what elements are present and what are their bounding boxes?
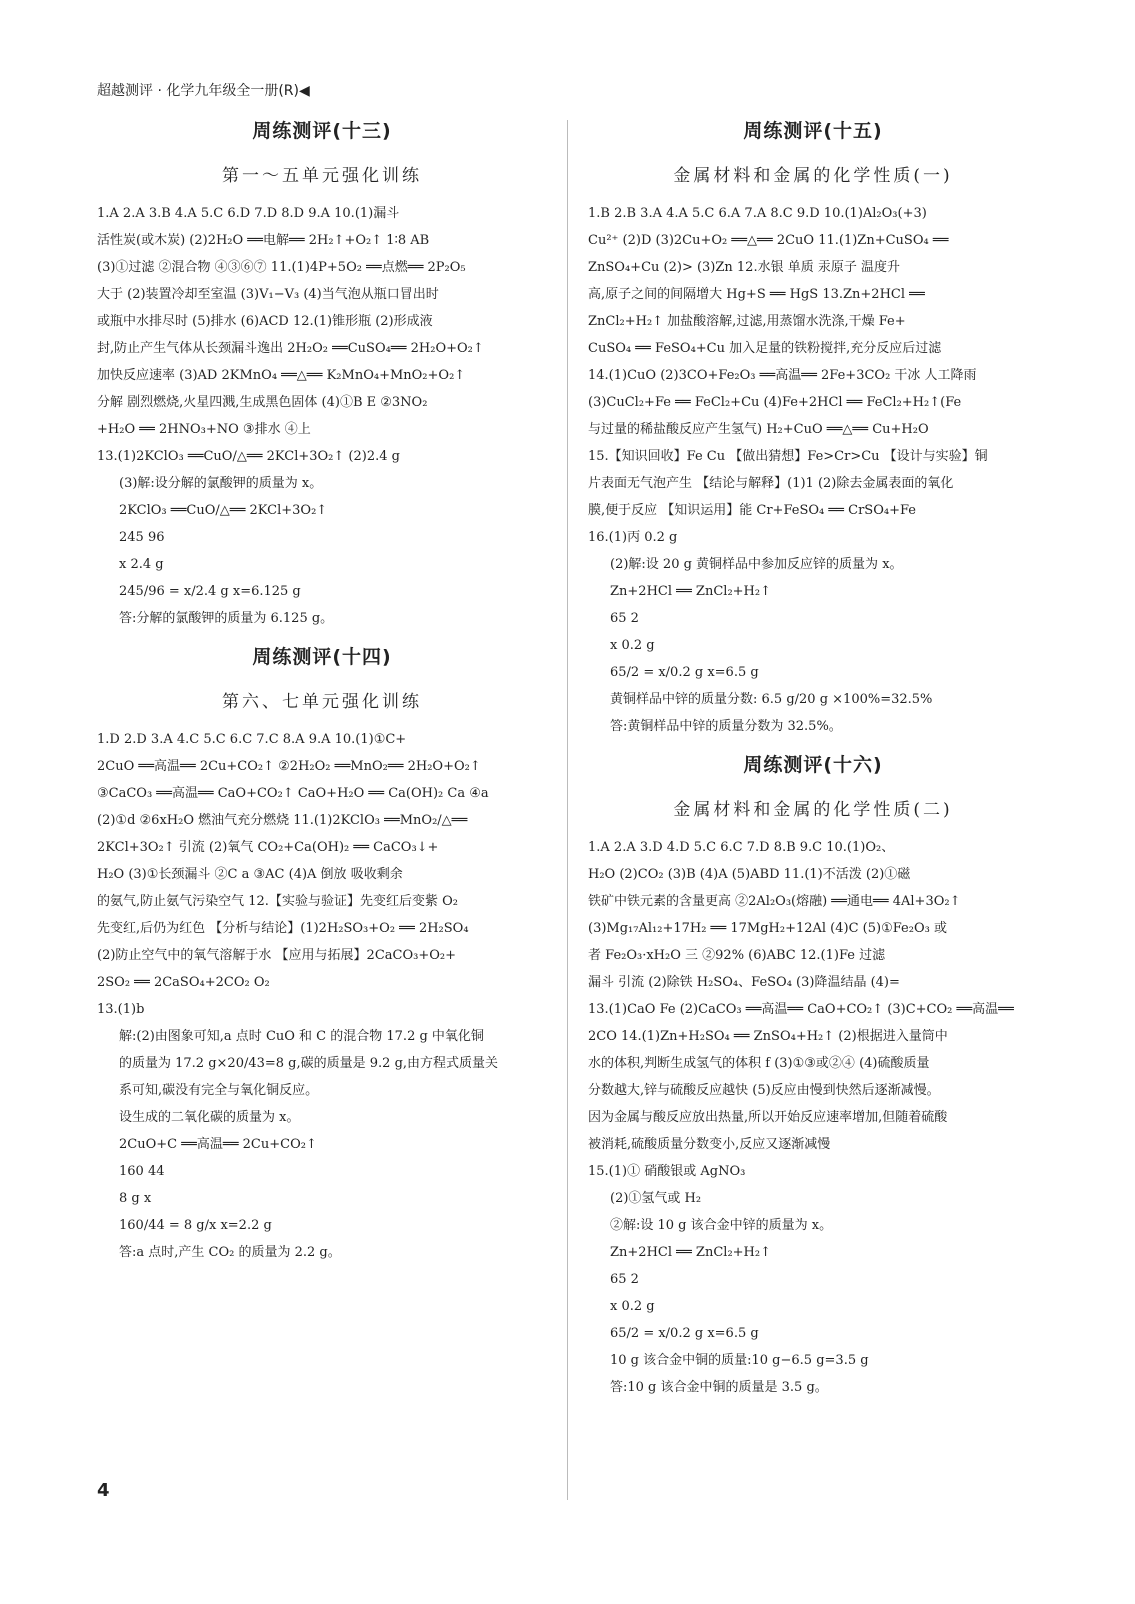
text-line: 10 g 该合金中铜的质量:10 g−6.5 g=3.5 g	[610, 1353, 869, 1368]
text-line: 解:(2)由图象可知,a 点时 CuO 和 C 的混合物 17.2 g 中氧化铜	[119, 1029, 484, 1044]
text-line: 1.A 2.A 3.D 4.D 5.C 6.C 7.D 8.B 9.C 10.(1)O₂、	[588, 840, 895, 855]
text-line: 2CuO+C ══高温══ 2Cu+CO₂↑	[119, 1137, 317, 1152]
text-line: 的质量为 17.2 g×20/43=8 g,碳的质量是 9.2 g,由方程式质量关	[119, 1056, 499, 1071]
text-line: 245/96 = x/2.4 g x=6.125 g	[119, 584, 301, 599]
text-line: +H₂O ══ 2HNO₃+NO ③排水 ④上	[97, 422, 311, 437]
text-line: ③CaCO₃ ══高温══ CaO+CO₂↑ CaO+H₂O ══ Ca(OH)₂ Ca ④a	[97, 786, 489, 801]
text-line: 活性炭(或木炭) (2)2H₂O ══电解══ 2H₂↑+O₂↑ 1∶8 AB	[97, 233, 430, 248]
answer-block-13	[97, 200, 547, 470]
text-line: 2KCl+3O₂↑ 引流 (2)氧气 CO₂+Ca(OH)₂ ══ CaCO₃↓+	[97, 840, 439, 855]
text-line: 14.(1)CuO (2)3CO+Fe₂O₃ ══高温══ 2Fe+3CO₂ 干冰 人工降雨	[588, 368, 977, 383]
solution-block-15	[588, 551, 1038, 740]
text-line: 的氨气,防止氨气污染空气 12.【实验与验证】先变红后变紫 O₂	[97, 894, 458, 909]
text-line: 被消耗,硫酸质量分数变小,反应又逐渐减慢	[588, 1137, 831, 1152]
text-line: 封,防止产生气体从长颈漏斗逸出 2H₂O₂ ══CuSO₄══ 2H₂O+O₂↑	[97, 341, 484, 356]
solution-block-13	[97, 470, 547, 632]
answer-block-14	[97, 726, 547, 1023]
text-line: Zn+2HCl ══ ZnCl₂+H₂↑	[610, 1245, 771, 1260]
text-line: ②解:设 10 g 该合金中锌的质量为 x。	[610, 1218, 833, 1233]
text-line: 或瓶中水排尽时 (5)排水 (6)ACD 12.(1)锥形瓶 (2)形成液	[97, 314, 433, 329]
text-line: 245 96	[119, 530, 165, 545]
text-line: 答:分解的氯酸钾的质量为 6.125 g。	[119, 611, 334, 626]
text-line: 15.【知识回收】Fe Cu 【做出猜想】Fe>Cr>Cu 【设计与实验】铜	[588, 449, 988, 464]
text-line: 漏斗 引流 (2)除铁 H₂SO₄、FeSO₄ (3)降温结晶 (4)=	[588, 975, 900, 990]
text-line: 加快反应速率 (3)AD 2KMnO₄ ══△══ K₂MnO₄+MnO₂+O₂↑	[97, 368, 466, 383]
text-line: 先变红,后仍为红色 【分析与结论】(1)2H₂SO₃+O₂ ══ 2H₂SO₄	[97, 921, 469, 936]
page-header: 超越测评 · 化学九年级全一册(R)◀	[97, 83, 310, 99]
text-line: 160 44	[119, 1164, 165, 1179]
text-line: 65 2	[610, 611, 639, 626]
page-number: 4	[97, 1480, 110, 1501]
answer-block-16	[588, 834, 1038, 1185]
text-line: Zn+2HCl ══ ZnCl₂+H₂↑	[610, 584, 771, 599]
text-line: ZnCl₂+H₂↑ 加盐酸溶解,过滤,用蒸馏水洗涤,干燥 Fe+	[588, 314, 906, 329]
text-line: 65/2 = x/0.2 g x=6.5 g	[610, 1326, 759, 1341]
solution-block-14	[97, 1023, 547, 1266]
text-line: 片表面无气泡产生 【结论与解释】(1)1 (2)除去金属表面的氧化	[588, 476, 954, 491]
section-title-15: 周练测评(十五)	[743, 120, 883, 142]
text-line: H₂O (2)CO₂ (3)B (4)A (5)ABD 11.(1)不活泼 (2)①磁	[588, 867, 911, 882]
text-line: 13.(1)2KClO₃ ══CuO/△══ 2KCl+3O₂↑ (2)2.4 g	[97, 449, 400, 464]
text-line: 与过量的稀盐酸反应产生氢气) H₂+CuO ══△══ Cu+H₂O	[588, 422, 929, 437]
text-line: 2SO₂ ══ 2CaSO₄+2CO₂ O₂	[97, 975, 270, 990]
text-line: 铁矿中铁元素的含量更高 ②2Al₂O₃(熔融) ══通电══ 4Al+3O₂↑	[588, 894, 961, 909]
text-line: CuSO₄ ══ FeSO₄+Cu 加入足量的铁粉搅拌,充分反应后过滤	[588, 341, 942, 356]
text-line: 1.D 2.D 3.A 4.C 5.C 6.C 7.C 8.A 9.A 10.(1)①C+	[97, 732, 407, 747]
section-subtitle-15: 金属材料和金属的化学性质(一)	[673, 166, 953, 186]
text-line: (3)①过滤 ②混合物 ④③⑥⑦ 11.(1)4P+5O₂ ══点燃══ 2P₂O₅	[97, 260, 466, 275]
text-line: x 2.4 g	[119, 557, 164, 572]
section-title-13: 周练测评(十三)	[252, 120, 392, 142]
section-subtitle-13: 第一～五单元强化训练	[222, 166, 422, 186]
text-line: (3)Mg₁₇Al₁₂+17H₂ ══ 17MgH₂+12Al (4)C (5)①Fe₂O₃ 或	[588, 921, 947, 936]
text-line: 13.(1)b	[97, 1002, 145, 1017]
section-subtitle-16: 金属材料和金属的化学性质(二)	[673, 800, 953, 820]
right-column	[588, 110, 1038, 1401]
text-line: x 0.2 g	[610, 1299, 655, 1314]
text-line: (3)CuCl₂+Fe ══ FeCl₂+Cu (4)Fe+2HCl ══ FeCl₂+H₂↑(Fe	[588, 395, 962, 410]
text-line: (2)①d ②6xH₂O 燃油气充分燃烧 11.(1)2KClO₃ ══MnO₂/△══	[97, 813, 468, 828]
text-line: (2)防止空气中的氧气溶解于水 【应用与拓展】2CaCO₃+O₂+	[97, 948, 456, 963]
text-line: 黄铜样品中锌的质量分数: 6.5 g/20 g ×100%=32.5%	[610, 692, 933, 707]
text-line: 15.(1)① 硝酸银或 AgNO₃	[588, 1164, 746, 1179]
text-line: 设生成的二氧化碳的质量为 x。	[119, 1110, 300, 1125]
section-title-14: 周练测评(十四)	[252, 646, 392, 668]
text-line: 答:a 点时,产生 CO₂ 的质量为 2.2 g。	[119, 1245, 341, 1260]
text-line: Cu²⁺ (2)D (3)2Cu+O₂ ══△══ 2CuO 11.(1)Zn+CuSO₄ ══	[588, 233, 949, 248]
text-line: 高,原子之间的间隔增大 Hg+S ══ HgS 13.Zn+2HCl ══	[588, 287, 925, 302]
text-line: ZnSO₄+Cu (2)> (3)Zn 12.水银 单质 汞原子 温度升	[588, 260, 900, 275]
text-line: 系可知,碳没有完全与氧化铜反应。	[119, 1083, 319, 1098]
text-line: 2CO 14.(1)Zn+H₂SO₄ ══ ZnSO₄+H₂↑ (2)根据进入量筒中	[588, 1029, 948, 1044]
text-line: 160/44 = 8 g/x x=2.2 g	[119, 1218, 272, 1233]
text-line: 答:10 g 该合金中铜的质量是 3.5 g。	[610, 1380, 828, 1395]
column-divider	[567, 120, 568, 1500]
text-line: (2)①氢气或 H₂	[610, 1191, 702, 1206]
text-line: 大于 (2)装置冷却至室温 (3)V₁−V₃ (4)当气泡从瓶口冒出时	[97, 287, 439, 302]
left-column	[97, 110, 547, 1266]
answer-block-15	[588, 200, 1038, 551]
text-line: 水的体积,判断生成氢气的体积 f (3)①③或②④ (4)硫酸质量	[588, 1056, 930, 1071]
text-line: (3)解:设分解的氯酸钾的质量为 x。	[119, 476, 323, 491]
text-line: 13.(1)CaO Fe (2)CaCO₃ ══高温══ CaO+CO₂↑ (3)C+CO₂ ══高温══	[588, 1002, 1014, 1017]
section-subtitle-14: 第六、七单元强化训练	[222, 692, 422, 712]
text-line: 分数越大,锌与硫酸反应越快 (5)反应由慢到快然后逐渐减慢。	[588, 1083, 940, 1098]
solution-block-16	[588, 1185, 1038, 1401]
text-line: 者 Fe₂O₃·xH₂O 三 ②92% (6)ABC 12.(1)Fe 过滤	[588, 948, 886, 963]
text-line: 答:黄铜样品中锌的质量分数为 32.5%。	[610, 719, 842, 734]
text-line: (2)解:设 20 g 黄铜样品中参加反应锌的质量为 x。	[610, 557, 903, 572]
text-line: 2KClO₃ ══CuO/△══ 2KCl+3O₂↑	[119, 503, 328, 518]
text-line: x 0.2 g	[610, 638, 655, 653]
text-line: 2CuO ══高温══ 2Cu+CO₂↑ ②2H₂O₂ ══MnO₂══ 2H₂O+O₂↑	[97, 759, 481, 774]
text-line: 65 2	[610, 1272, 639, 1287]
section-title-16: 周练测评(十六)	[743, 754, 883, 776]
text-line: 65/2 = x/0.2 g x=6.5 g	[610, 665, 759, 680]
text-line: 8 g x	[119, 1191, 152, 1206]
text-line: 膜,便于反应 【知识运用】能 Cr+FeSO₄ ══ CrSO₄+Fe	[588, 503, 916, 518]
text-line: 1.B 2.B 3.A 4.A 5.C 6.A 7.A 8.C 9.D 10.(1)Al₂O₃(+3)	[588, 206, 927, 221]
text-line: 16.(1)丙 0.2 g	[588, 530, 678, 545]
text-line: 因为金属与酸反应放出热量,所以开始反应速率增加,但随着硫酸	[588, 1110, 948, 1125]
text-line: H₂O (3)①长颈漏斗 ②C a ③AC (4)A 倒放 吸收剩余	[97, 867, 403, 882]
text-line: 分解 剧烈燃烧,火星四溅,生成黑色固体 (4)①B E ②3NO₂	[97, 395, 428, 410]
text-line: 1.A 2.A 3.B 4.A 5.C 6.D 7.D 8.D 9.A 10.(1)漏斗	[97, 206, 400, 221]
